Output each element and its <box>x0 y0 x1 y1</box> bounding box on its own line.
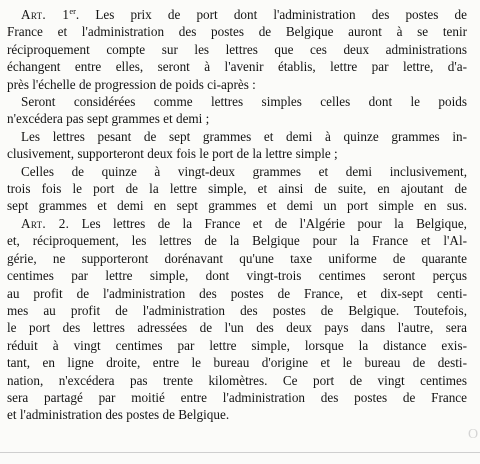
text-line: n'excédera pas sept grammes et demi ; <box>7 111 210 127</box>
text-line: réciproquement compte sur les lettres que ces deux administrations <box>7 41 467 57</box>
text-line: tant, en ligne droite, entre le bureau d'origine et le bureau de desti- <box>7 355 467 371</box>
text-line: mes au profit de l'administration des postes de Belgique. Toutefois, <box>7 302 467 318</box>
article-2-heading: Art. 2. <box>21 215 70 231</box>
article-1-heading: Art. 1 <box>21 7 70 22</box>
text-line: réduit à vingt centimes par lettre simple, lorsque la distance exis- <box>7 337 467 353</box>
line-text: Les lettres de la France et de l'Algérie pour la Belgique, <box>69 215 467 231</box>
text-line <box>7 215 467 232</box>
text-line: au profit de l'administration des postes de France, et dix-sept centi- <box>7 285 467 301</box>
text-line: Les lettres pesant de sept grammes et demi à quinze grammes in- <box>21 128 467 144</box>
text-line: Celles de quinze à vingt-deux grammes et demi inclusivement, <box>21 163 467 179</box>
text-line: près l'échelle de progression de poids ci-après : <box>7 76 256 92</box>
text-line: France et l'administration des postes de Belgique auront à se tenir <box>7 24 467 40</box>
page-bottom-rule <box>0 452 480 453</box>
text-line: et, réciproquement, les lettres de la Belgique pour la France et l'Al- <box>7 233 467 249</box>
bleed-through-mark: O <box>468 427 479 442</box>
text-line: trois fois le port de la lettre simple, et ainsi de suite, en ajoutant de <box>7 181 467 197</box>
text-line: sept grammes et demi en sept grammes et demi un port simple en sus. <box>7 198 467 214</box>
text-line: Seront considérées comme lettres simples celles dont le poids <box>21 94 467 110</box>
text-line: le port des lettres adressées de l'un des deux pays dans l'autre, sera <box>7 320 467 336</box>
document-text <box>7 6 467 424</box>
article-1-superscript: er <box>69 6 76 16</box>
text-line: et l'administration des postes de Belgique. <box>7 407 230 423</box>
text-line: clusivement, supporteront deux fois le port de la lettre simple ; <box>7 146 338 162</box>
text-line <box>7 6 467 23</box>
text-line: échangent entre elles, seront à l'avenir établis, lettre par lettre, d'a- <box>7 59 467 75</box>
text-line: gérie, ne supporteront dorénavant qu'une taxe uniforme de quarante <box>7 250 467 266</box>
text-line: nation, n'excédera pas trente kilomètres. Ce port de vingt centimes <box>7 372 467 388</box>
text-line: centimes par lettre simple, dont vingt-trois centimes seront perçus <box>7 268 467 284</box>
text-line: sera partagé par moitié entre l'administration des postes de France <box>7 389 467 405</box>
line-text: . Les prix de port dont l'administration des postes de <box>75 7 467 22</box>
